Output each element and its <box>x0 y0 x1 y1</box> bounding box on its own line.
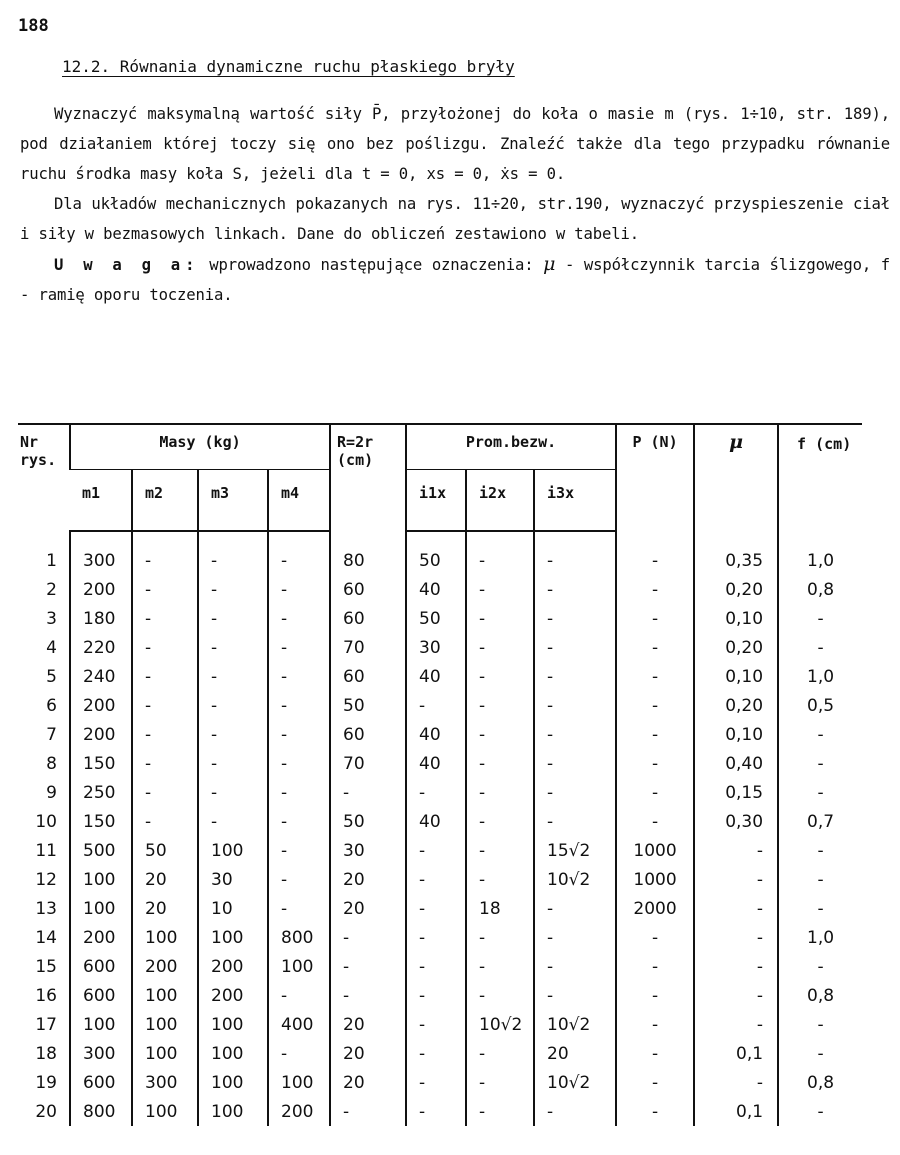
cell-i3x: 10√2 <box>534 1068 616 1097</box>
cell-i2x: - <box>466 1068 534 1097</box>
cell-nr: 11 <box>35 840 57 861</box>
cell-i1x: - <box>406 691 466 720</box>
cell-mu: 0,1 <box>694 1097 778 1126</box>
cell-mu: 0,30 <box>694 807 778 836</box>
cell-m1: 180 <box>70 604 132 633</box>
cell-mu: 0,1 <box>694 1039 778 1068</box>
cell-nr: 7 <box>46 724 57 745</box>
cell-i2x: - <box>466 546 534 575</box>
cell-m1: 100 <box>70 1010 132 1039</box>
cell-m4: - <box>268 1039 330 1068</box>
cell-i1x: - <box>406 1097 466 1126</box>
cell-f: 0,8 <box>778 1068 862 1097</box>
header-f: f (cm) <box>778 424 862 531</box>
cell-m3: 100 <box>198 1068 268 1097</box>
cell-m1: 220 <box>70 633 132 662</box>
cell-f: - <box>778 633 862 662</box>
cell-m4: 800 <box>268 923 330 952</box>
cell-p: - <box>616 575 694 604</box>
cell-i1x: 30 <box>406 633 466 662</box>
cell-m3: - <box>198 691 268 720</box>
cell-i3x: - <box>534 691 616 720</box>
cell-f: 1,0 <box>778 546 862 575</box>
cell-m4: - <box>268 575 330 604</box>
cell-nr: 16 <box>35 985 57 1006</box>
cell-f: 0,8 <box>778 981 862 1010</box>
cell-i2x: - <box>466 691 534 720</box>
cell-m2: 20 <box>132 894 198 923</box>
cell-mu: 0,35 <box>694 546 778 575</box>
cell-i1x: 40 <box>406 575 466 604</box>
table-row <box>18 575 862 604</box>
cell-radius: - <box>330 778 406 807</box>
header-i3x: i3x <box>534 470 616 532</box>
cell-f: - <box>778 952 862 981</box>
cell-nr: 8 <box>46 753 57 774</box>
cell-m1: 600 <box>70 981 132 1010</box>
cell-i3x: 10√2 <box>534 1010 616 1039</box>
cell-i3x: - <box>534 923 616 952</box>
header-p: P (N) <box>616 424 694 531</box>
cell-f: - <box>778 1097 862 1126</box>
cell-m2: 300 <box>132 1068 198 1097</box>
cell-i1x: 40 <box>406 807 466 836</box>
cell-i1x: 50 <box>406 604 466 633</box>
table-row <box>18 749 862 778</box>
cell-p: - <box>616 1010 694 1039</box>
cell-nr: 4 <box>46 637 57 658</box>
body-text <box>20 99 890 310</box>
cell-i3x: - <box>534 952 616 981</box>
header-m3: m3 <box>198 470 268 532</box>
cell-nr: 9 <box>46 782 57 803</box>
cell-f: 0,7 <box>778 807 862 836</box>
cell-i1x: - <box>406 894 466 923</box>
cell-m2: - <box>132 575 198 604</box>
cell-p: - <box>616 778 694 807</box>
cell-radius: - <box>330 981 406 1010</box>
cell-i2x: - <box>466 836 534 865</box>
cell-p: - <box>616 807 694 836</box>
cell-nr: 18 <box>35 1043 57 1064</box>
cell-i3x: - <box>534 749 616 778</box>
cell-m1: 300 <box>70 546 132 575</box>
cell-nr: 13 <box>35 898 57 919</box>
cell-mu: - <box>694 981 778 1010</box>
cell-m2: - <box>132 807 198 836</box>
table-row <box>18 836 862 865</box>
cell-nr: 10 <box>35 811 57 832</box>
cell-i1x: - <box>406 865 466 894</box>
cell-p: - <box>616 633 694 662</box>
cell-m3: 200 <box>198 952 268 981</box>
cell-m1: 150 <box>70 807 132 836</box>
cell-radius: 70 <box>330 749 406 778</box>
cell-i2x: - <box>466 923 534 952</box>
cell-i1x: - <box>406 952 466 981</box>
cell-i3x: 15√2 <box>534 836 616 865</box>
cell-i2x: 18 <box>466 894 534 923</box>
cell-m1: 240 <box>70 662 132 691</box>
cell-m4: - <box>268 778 330 807</box>
cell-mu: - <box>694 1068 778 1097</box>
cell-m3: - <box>198 749 268 778</box>
cell-f: - <box>778 604 862 633</box>
header-mu: μ <box>694 424 778 531</box>
table-row <box>18 778 862 807</box>
table-row <box>18 807 862 836</box>
cell-i2x: - <box>466 865 534 894</box>
table-row <box>18 604 862 633</box>
cell-radius: 20 <box>330 865 406 894</box>
cell-nr: 20 <box>35 1101 57 1122</box>
cell-m3: 200 <box>198 981 268 1010</box>
cell-m4: - <box>268 662 330 691</box>
table-row <box>18 662 862 691</box>
cell-m4: - <box>268 691 330 720</box>
cell-p: - <box>616 1097 694 1126</box>
cell-radius: 50 <box>330 691 406 720</box>
note-label: U w a g a: <box>54 256 200 274</box>
table-row <box>18 923 862 952</box>
cell-nr: 2 <box>46 579 57 600</box>
cell-i2x: - <box>466 575 534 604</box>
cell-m2: 100 <box>132 1039 198 1068</box>
cell-p: 1000 <box>616 836 694 865</box>
cell-m4: - <box>268 865 330 894</box>
cell-radius: 70 <box>330 633 406 662</box>
cell-p: - <box>616 604 694 633</box>
cell-radius: 20 <box>330 1068 406 1097</box>
table-row <box>18 1068 862 1097</box>
table-row <box>18 865 862 894</box>
cell-radius: 60 <box>330 604 406 633</box>
cell-mu: - <box>694 894 778 923</box>
table-row <box>18 1039 862 1068</box>
cell-nr: 1 <box>46 550 57 571</box>
cell-p: 2000 <box>616 894 694 923</box>
cell-f: 0,5 <box>778 691 862 720</box>
cell-m2: - <box>132 691 198 720</box>
cell-m2: - <box>132 633 198 662</box>
cell-radius: 80 <box>330 546 406 575</box>
header-i1x: i1x <box>406 470 466 532</box>
cell-m4: 400 <box>268 1010 330 1039</box>
cell-m2: 200 <box>132 952 198 981</box>
cell-i1x: 40 <box>406 662 466 691</box>
cell-p: - <box>616 1039 694 1068</box>
table-row <box>18 633 862 662</box>
note-paragraph <box>20 249 890 310</box>
cell-m2: 100 <box>132 981 198 1010</box>
cell-mu: - <box>694 952 778 981</box>
table-row <box>18 691 862 720</box>
header-m1: m1 <box>70 470 132 532</box>
cell-i1x: - <box>406 1010 466 1039</box>
cell-m3: - <box>198 662 268 691</box>
cell-p: - <box>616 546 694 575</box>
cell-radius: 20 <box>330 1039 406 1068</box>
cell-i3x: 20 <box>534 1039 616 1068</box>
cell-f: 1,0 <box>778 662 862 691</box>
cell-i3x: - <box>534 894 616 923</box>
cell-p: - <box>616 1068 694 1097</box>
cell-i2x: - <box>466 662 534 691</box>
cell-m2: - <box>132 546 198 575</box>
cell-m2: - <box>132 749 198 778</box>
cell-m3: 100 <box>198 1039 268 1068</box>
cell-i1x: 40 <box>406 720 466 749</box>
cell-p: 1000 <box>616 865 694 894</box>
cell-i1x: - <box>406 981 466 1010</box>
cell-m4: - <box>268 981 330 1010</box>
cell-p: - <box>616 720 694 749</box>
cell-nr: 19 <box>35 1072 57 1093</box>
cell-i2x: - <box>466 604 534 633</box>
cell-m3: 10 <box>198 894 268 923</box>
cell-nr: 17 <box>35 1014 57 1035</box>
cell-i2x: 10√2 <box>466 1010 534 1039</box>
cell-i2x: - <box>466 1039 534 1068</box>
table-row <box>18 1097 862 1126</box>
cell-m1: 200 <box>70 575 132 604</box>
cell-i3x: - <box>534 981 616 1010</box>
cell-i1x: 40 <box>406 749 466 778</box>
cell-i3x: - <box>534 662 616 691</box>
cell-f: - <box>778 749 862 778</box>
cell-p: - <box>616 981 694 1010</box>
cell-f: - <box>778 778 862 807</box>
cell-i1x: - <box>406 778 466 807</box>
cell-f: - <box>778 720 862 749</box>
cell-m2: - <box>132 778 198 807</box>
cell-i2x: - <box>466 981 534 1010</box>
cell-i2x: - <box>466 720 534 749</box>
cell-radius: 60 <box>330 662 406 691</box>
table-row <box>18 720 862 749</box>
cell-m1: 100 <box>70 865 132 894</box>
cell-f: - <box>778 1010 862 1039</box>
data-table <box>18 423 862 1126</box>
cell-m3: - <box>198 546 268 575</box>
cell-radius: 60 <box>330 575 406 604</box>
header-radius: R=2r (cm) <box>330 424 406 531</box>
header-radii: Prom.bezw. <box>406 424 616 470</box>
cell-m1: 200 <box>70 720 132 749</box>
cell-m3: 100 <box>198 1010 268 1039</box>
cell-mu: 0,20 <box>694 575 778 604</box>
cell-radius: 60 <box>330 720 406 749</box>
cell-mu: - <box>694 923 778 952</box>
cell-m1: 600 <box>70 1068 132 1097</box>
cell-nr: 15 <box>35 956 57 977</box>
cell-m1: 250 <box>70 778 132 807</box>
cell-m1: 200 <box>70 923 132 952</box>
cell-radius: 20 <box>330 894 406 923</box>
cell-f: - <box>778 865 862 894</box>
cell-p: - <box>616 749 694 778</box>
cell-i1x: 50 <box>406 546 466 575</box>
cell-f: 0,8 <box>778 575 862 604</box>
cell-p: - <box>616 952 694 981</box>
cell-m3: 100 <box>198 923 268 952</box>
cell-i3x: - <box>534 633 616 662</box>
cell-i2x: - <box>466 807 534 836</box>
cell-radius: 30 <box>330 836 406 865</box>
cell-m4: - <box>268 633 330 662</box>
cell-f: - <box>778 1039 862 1068</box>
cell-m4: 100 <box>268 952 330 981</box>
cell-i1x: - <box>406 1068 466 1097</box>
table-row <box>18 546 862 575</box>
cell-m4: 200 <box>268 1097 330 1126</box>
cell-i3x: - <box>534 1097 616 1126</box>
cell-mu: 0,20 <box>694 633 778 662</box>
cell-m2: - <box>132 604 198 633</box>
cell-radius: - <box>330 1097 406 1126</box>
note-text-a: wprowadzono następujące oznaczenia: <box>209 256 544 274</box>
cell-mu: 0,10 <box>694 662 778 691</box>
cell-m1: 800 <box>70 1097 132 1126</box>
page-number: 188 <box>18 16 49 36</box>
cell-m3: - <box>198 575 268 604</box>
cell-mu: 0,10 <box>694 604 778 633</box>
table-row <box>18 981 862 1010</box>
cell-radius: 20 <box>330 1010 406 1039</box>
cell-i2x: - <box>466 1097 534 1126</box>
cell-f: - <box>778 894 862 923</box>
cell-m4: - <box>268 749 330 778</box>
cell-p: - <box>616 923 694 952</box>
header-m2: m2 <box>132 470 198 532</box>
cell-m4: - <box>268 836 330 865</box>
cell-i3x: - <box>534 778 616 807</box>
cell-f: 1,0 <box>778 923 862 952</box>
cell-m1: 150 <box>70 749 132 778</box>
cell-nr: 5 <box>46 666 57 687</box>
cell-f: - <box>778 836 862 865</box>
cell-nr: 12 <box>35 869 57 890</box>
cell-radius: - <box>330 923 406 952</box>
note-symbol: μ <box>543 253 556 275</box>
header-nr: Nr rys. <box>18 424 70 531</box>
cell-m4: 100 <box>268 1068 330 1097</box>
table-row <box>18 952 862 981</box>
cell-i1x: - <box>406 923 466 952</box>
cell-p: - <box>616 691 694 720</box>
paragraph-1: Wyznaczyć maksymalną wartość siły P̄, przyłożonej do koła o masie m (rys. 1÷10, str. 189), pod działaniem której toczy się ono bez poślizgu. Znaleźć także dla tego przypadku równanie ruchu środka masy koła S, jeżeli dla t = 0, xs = 0, ẋs = 0. <box>20 105 890 183</box>
cell-radius: - <box>330 952 406 981</box>
cell-m3: 100 <box>198 1097 268 1126</box>
cell-m2: - <box>132 720 198 749</box>
cell-i3x: - <box>534 604 616 633</box>
cell-m3: 100 <box>198 836 268 865</box>
cell-m1: 300 <box>70 1039 132 1068</box>
table-row <box>18 894 862 923</box>
cell-m2: 100 <box>132 1097 198 1126</box>
cell-m3: - <box>198 778 268 807</box>
cell-m4: - <box>268 546 330 575</box>
cell-radius: 50 <box>330 807 406 836</box>
cell-mu: - <box>694 836 778 865</box>
cell-mu: 0,40 <box>694 749 778 778</box>
cell-m2: 100 <box>132 923 198 952</box>
cell-i1x: - <box>406 836 466 865</box>
cell-mu: - <box>694 1010 778 1039</box>
cell-m4: - <box>268 604 330 633</box>
cell-m2: 50 <box>132 836 198 865</box>
cell-i3x: - <box>534 546 616 575</box>
cell-m1: 600 <box>70 952 132 981</box>
cell-i3x: - <box>534 807 616 836</box>
cell-m3: - <box>198 633 268 662</box>
cell-i1x: - <box>406 1039 466 1068</box>
cell-m2: 20 <box>132 865 198 894</box>
cell-m3: - <box>198 604 268 633</box>
header-m4: m4 <box>268 470 330 532</box>
cell-nr: 6 <box>46 695 57 716</box>
cell-p: - <box>616 662 694 691</box>
cell-m1: 100 <box>70 894 132 923</box>
table-row <box>18 1010 862 1039</box>
cell-i2x: - <box>466 749 534 778</box>
cell-mu: 0,20 <box>694 691 778 720</box>
cell-m2: - <box>132 662 198 691</box>
cell-m3: - <box>198 720 268 749</box>
note-text-b: - współczynnik tarcia ślizgowego, f - ramię oporu toczenia. <box>20 256 891 304</box>
cell-i2x: - <box>466 778 534 807</box>
cell-i3x: - <box>534 575 616 604</box>
cell-mu: 0,15 <box>694 778 778 807</box>
cell-nr: 3 <box>46 608 57 629</box>
paragraph-2: Dla układów mechanicznych pokazanych na rys. 11÷20, str.190, wyznaczyć przyspieszenie ciał i siły w bezmasowych linkach. Dane do obliczeń zestawiono w tabeli. <box>20 195 890 243</box>
cell-m1: 200 <box>70 691 132 720</box>
cell-m4: - <box>268 807 330 836</box>
cell-m2: 100 <box>132 1010 198 1039</box>
cell-i3x: 10√2 <box>534 865 616 894</box>
cell-m3: - <box>198 807 268 836</box>
cell-i2x: - <box>466 633 534 662</box>
cell-m4: - <box>268 894 330 923</box>
cell-i2x: - <box>466 952 534 981</box>
cell-mu: 0,10 <box>694 720 778 749</box>
section-title: 12.2. Równania dynamiczne ruchu płaskiego bryły <box>62 57 515 76</box>
header-i2x: i2x <box>466 470 534 532</box>
cell-nr: 14 <box>35 927 57 948</box>
header-masses: Masy (kg) <box>70 424 330 470</box>
cell-mu: - <box>694 865 778 894</box>
cell-m1: 500 <box>70 836 132 865</box>
cell-m3: 30 <box>198 865 268 894</box>
cell-i3x: - <box>534 720 616 749</box>
cell-m4: - <box>268 720 330 749</box>
